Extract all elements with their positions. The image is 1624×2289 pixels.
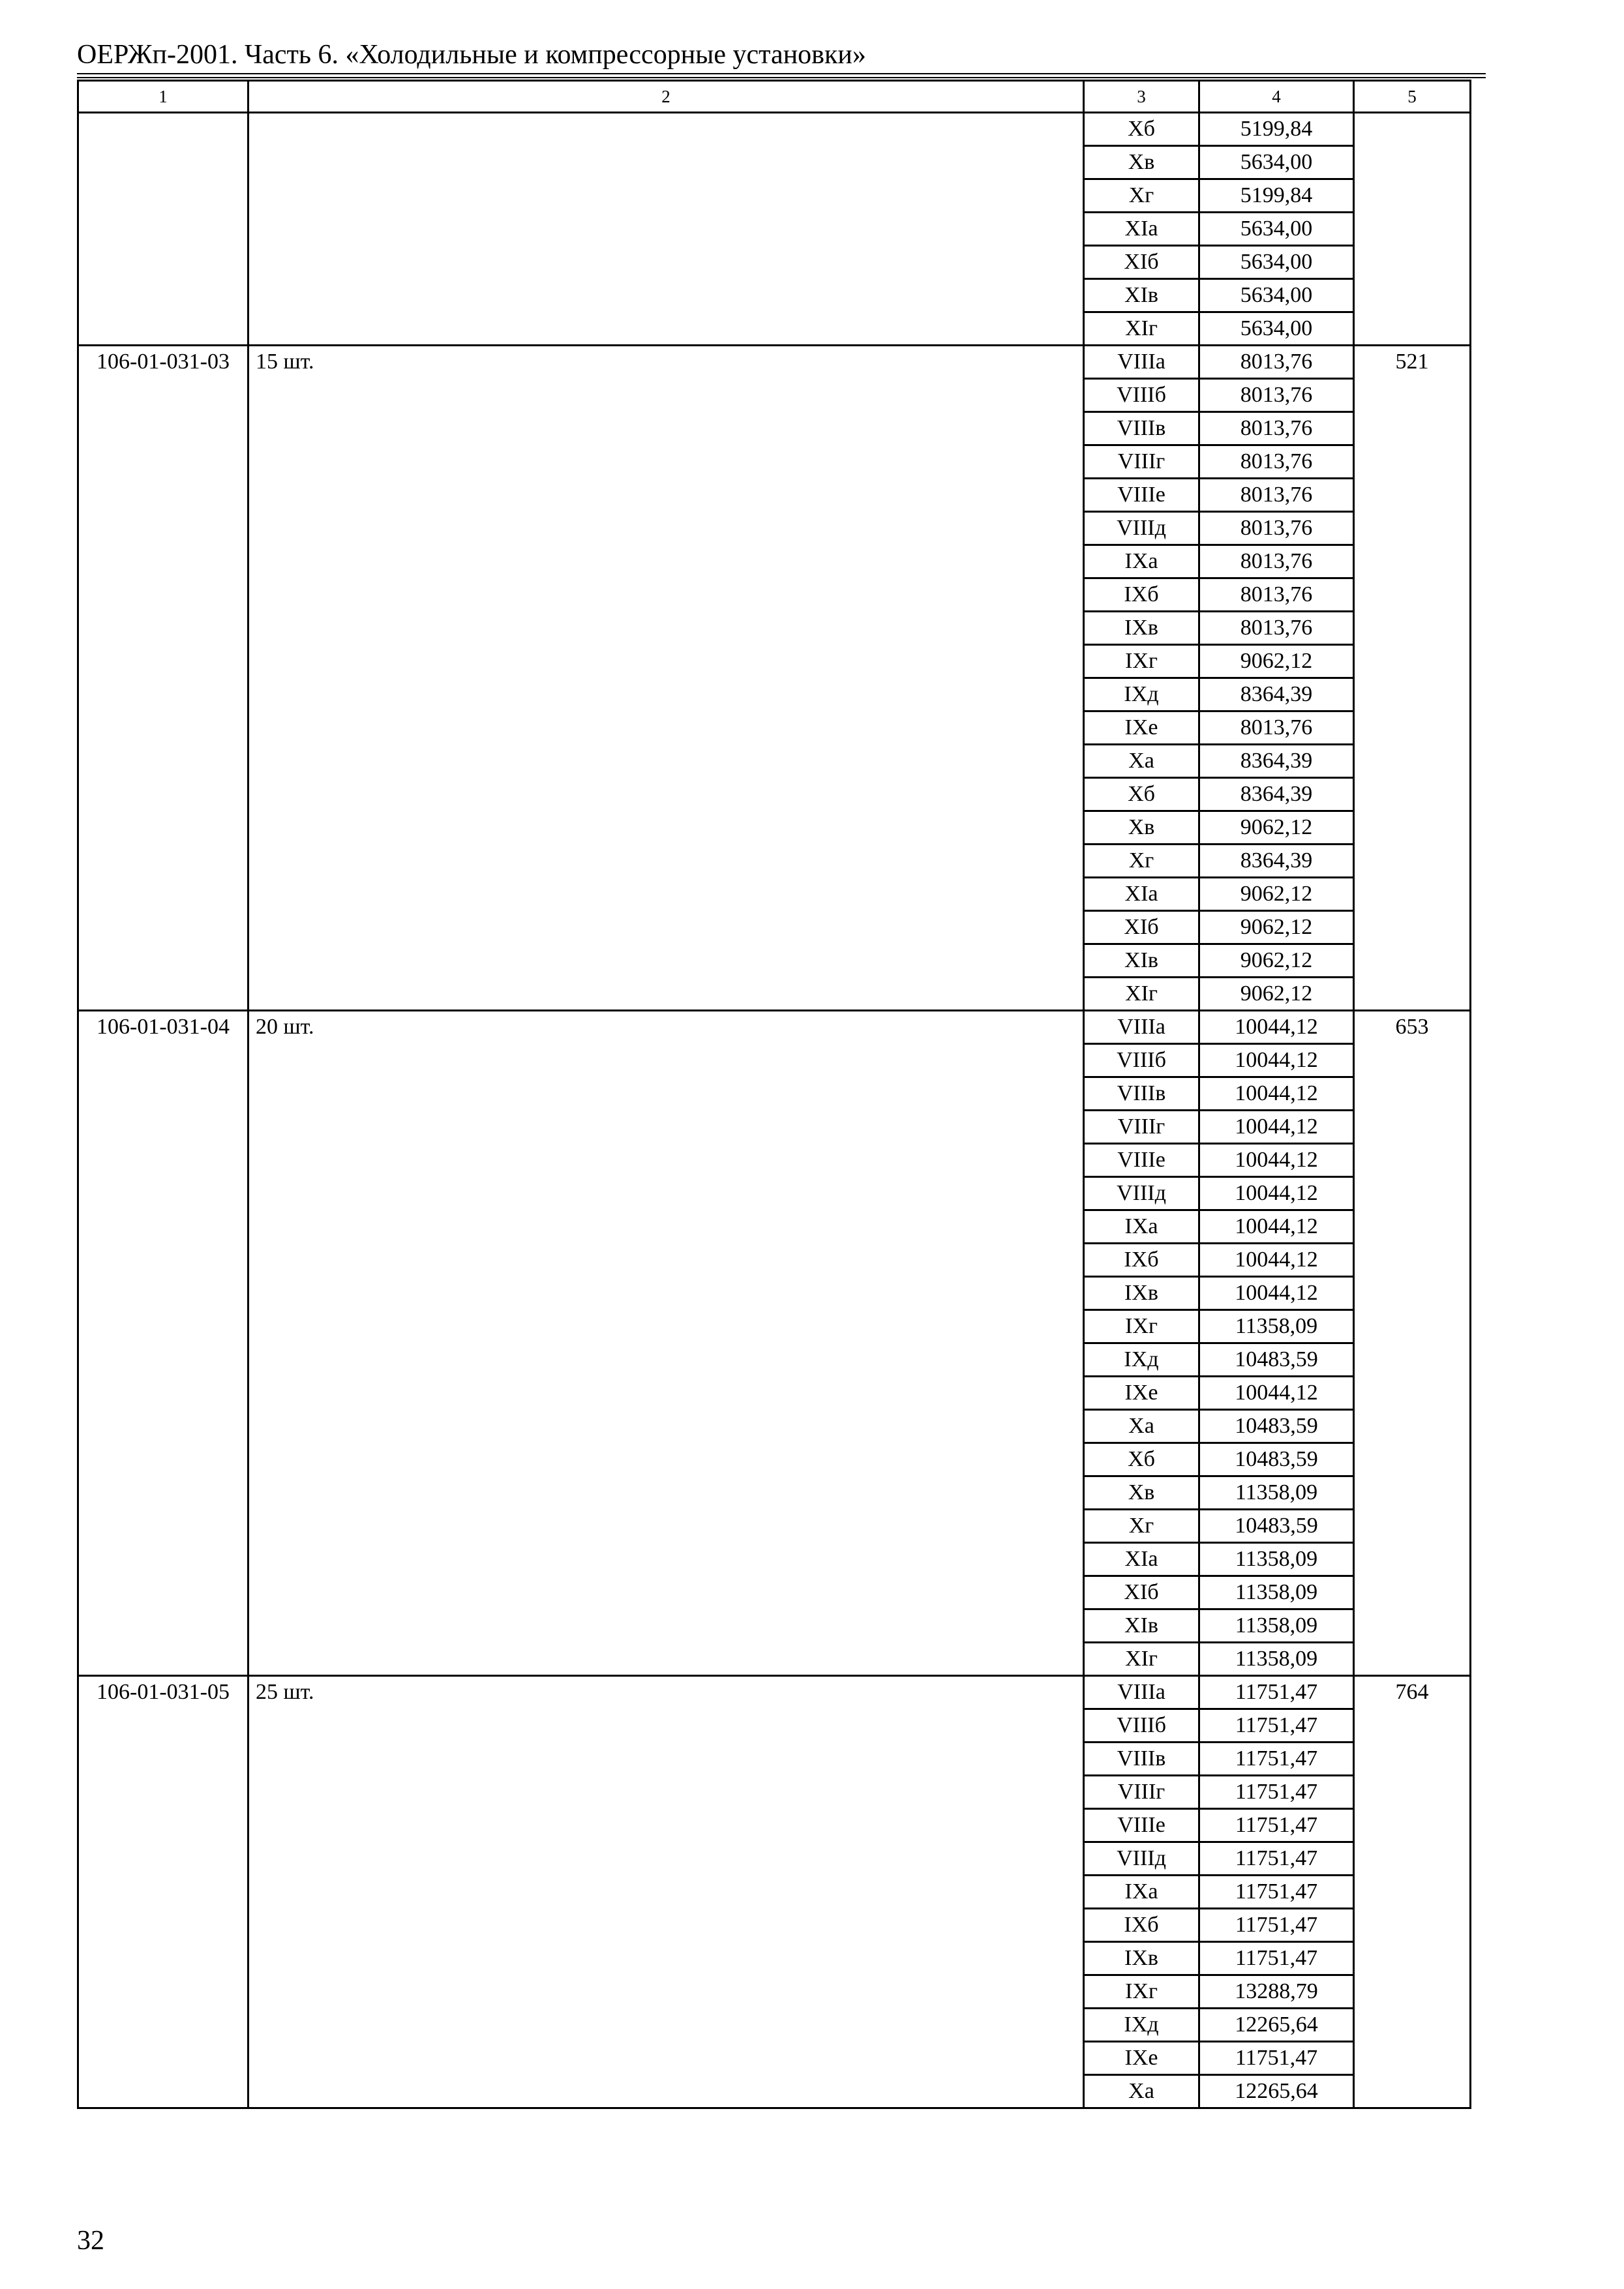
document-title: ОЕРЖп-2001. Часть 6. «Холодильные и компрессорные установки»	[77, 40, 866, 70]
zone-cell: XIб	[1084, 246, 1199, 279]
rate-description-cell: 15 шт.	[248, 346, 1084, 1011]
price-cell: 11751,47	[1199, 1876, 1354, 1909]
zone-cell: IXе	[1084, 2042, 1199, 2075]
column-number: 3	[1084, 81, 1199, 113]
price-cell: 11358,09	[1199, 1476, 1354, 1510]
price-cell: 9062,12	[1199, 944, 1354, 978]
rate-code-cell: 106-01-031-05	[78, 1676, 248, 2108]
zone-cell: IXа	[1084, 545, 1199, 578]
price-cell: 5634,00	[1199, 279, 1354, 312]
price-cell: 10044,12	[1199, 1210, 1354, 1244]
column-number: 1	[78, 81, 248, 113]
zone-cell: XIг	[1084, 1643, 1199, 1676]
zone-cell: VIIIа	[1084, 1676, 1199, 1709]
total-cell: 653	[1354, 1011, 1471, 1676]
zone-cell: Xв	[1084, 1476, 1199, 1510]
page-header	[77, 38, 1486, 78]
price-cell: 9062,12	[1199, 645, 1354, 678]
price-cell: 5634,00	[1199, 312, 1354, 346]
zone-cell: XIг	[1084, 312, 1199, 346]
price-cell: 10483,59	[1199, 1343, 1354, 1377]
zone-cell: XIв	[1084, 944, 1199, 978]
table-row	[78, 346, 1471, 379]
column-number: 5	[1354, 81, 1471, 113]
zone-cell: VIIIе	[1084, 1144, 1199, 1177]
zone-cell: VIIIб	[1084, 1044, 1199, 1077]
zone-cell: XIв	[1084, 279, 1199, 312]
price-cell: 8013,76	[1199, 578, 1354, 612]
zone-cell: VIIIб	[1084, 1709, 1199, 1743]
price-cell: 10483,59	[1199, 1410, 1354, 1443]
zone-cell: VIIIв	[1084, 1743, 1199, 1776]
price-cell: 12265,64	[1199, 2009, 1354, 2042]
price-cell: 13288,79	[1199, 1975, 1354, 2009]
rate-description-cell	[248, 113, 1084, 346]
zone-cell: IXг	[1084, 1975, 1199, 2009]
price-cell: 8364,39	[1199, 845, 1354, 878]
header-rule	[77, 73, 1486, 74]
zone-cell: VIIIв	[1084, 1077, 1199, 1111]
price-cell: 9062,12	[1199, 811, 1354, 845]
zone-cell: IXб	[1084, 1244, 1199, 1277]
zone-cell: IXд	[1084, 678, 1199, 711]
total-cell	[1354, 113, 1471, 346]
price-cell: 11751,47	[1199, 1909, 1354, 1942]
price-cell: 8013,76	[1199, 346, 1354, 379]
zone-cell: IXг	[1084, 1310, 1199, 1343]
rate-description-cell: 25 шт.	[248, 1676, 1084, 2108]
price-cell: 11751,47	[1199, 1743, 1354, 1776]
price-cell: 8013,76	[1199, 412, 1354, 445]
rate-code-cell: 106-01-031-03	[78, 346, 248, 1011]
price-cell: 10044,12	[1199, 1144, 1354, 1177]
price-cell: 8013,76	[1199, 711, 1354, 745]
price-cell: 5634,00	[1199, 213, 1354, 246]
price-cell: 10044,12	[1199, 1177, 1354, 1210]
price-cell: 10044,12	[1199, 1377, 1354, 1410]
zone-cell: IXб	[1084, 1909, 1199, 1942]
zone-cell: VIIIг	[1084, 1111, 1199, 1144]
column-number: 4	[1199, 81, 1354, 113]
price-cell: 10044,12	[1199, 1011, 1354, 1044]
total-cell: 764	[1354, 1676, 1471, 2108]
price-cell: 9062,12	[1199, 978, 1354, 1011]
total-cell: 521	[1354, 346, 1471, 1011]
zone-cell: VIIIе	[1084, 1809, 1199, 1842]
table-row	[78, 113, 1471, 146]
price-cell: 8013,76	[1199, 379, 1354, 412]
zone-cell: Xг	[1084, 1510, 1199, 1543]
zone-cell: Xб	[1084, 778, 1199, 811]
zone-cell: XIб	[1084, 1576, 1199, 1609]
price-cell: 8013,76	[1199, 545, 1354, 578]
zone-cell: IXд	[1084, 2009, 1199, 2042]
price-cell: 11751,47	[1199, 1809, 1354, 1842]
price-cell: 11751,47	[1199, 1709, 1354, 1743]
header-rule-double	[77, 77, 1486, 78]
column-number-row	[78, 81, 1471, 113]
price-cell: 10044,12	[1199, 1077, 1354, 1111]
zone-cell: IXа	[1084, 1876, 1199, 1909]
zone-cell: IXе	[1084, 711, 1199, 745]
zone-cell: XIв	[1084, 1609, 1199, 1643]
price-cell: 11751,47	[1199, 1676, 1354, 1709]
rate-description-cell: 20 шт.	[248, 1011, 1084, 1676]
zone-cell: VIIIа	[1084, 1011, 1199, 1044]
zone-cell: Xв	[1084, 146, 1199, 179]
price-cell: 8364,39	[1199, 678, 1354, 711]
rate-code-cell: 106-01-031-04	[78, 1011, 248, 1676]
zone-cell: Xг	[1084, 179, 1199, 213]
zone-cell: XIб	[1084, 911, 1199, 944]
table-row	[78, 1011, 1471, 1044]
column-number: 2	[248, 81, 1084, 113]
zone-cell: IXг	[1084, 645, 1199, 678]
price-cell: 11751,47	[1199, 1942, 1354, 1975]
price-cell: 11358,09	[1199, 1643, 1354, 1676]
zone-cell: XIа	[1084, 213, 1199, 246]
zone-cell: VIIIг	[1084, 1776, 1199, 1809]
zone-cell: XIа	[1084, 878, 1199, 911]
price-cell: 12265,64	[1199, 2075, 1354, 2108]
price-cell: 8013,76	[1199, 512, 1354, 545]
zone-cell: Xа	[1084, 1410, 1199, 1443]
price-cell: 5634,00	[1199, 246, 1354, 279]
price-cell: 11751,47	[1199, 2042, 1354, 2075]
zone-cell: Xа	[1084, 2075, 1199, 2108]
price-cell: 9062,12	[1199, 878, 1354, 911]
zone-cell: IXв	[1084, 612, 1199, 645]
price-cell: 10044,12	[1199, 1277, 1354, 1310]
price-cell: 10044,12	[1199, 1111, 1354, 1144]
price-cell: 8364,39	[1199, 745, 1354, 778]
zone-cell: Xб	[1084, 113, 1199, 146]
zone-cell: IXд	[1084, 1343, 1199, 1377]
zone-cell: IXб	[1084, 578, 1199, 612]
zone-cell: Xг	[1084, 845, 1199, 878]
zone-cell: IXв	[1084, 1942, 1199, 1975]
zone-cell: Xв	[1084, 811, 1199, 845]
price-cell: 8013,76	[1199, 479, 1354, 512]
price-cell: 10044,12	[1199, 1244, 1354, 1277]
zone-cell: Xб	[1084, 1443, 1199, 1476]
price-cell: 8013,76	[1199, 445, 1354, 479]
zone-cell: VIIIг	[1084, 445, 1199, 479]
price-cell: 11358,09	[1199, 1576, 1354, 1609]
price-cell: 11751,47	[1199, 1776, 1354, 1809]
zone-cell: IXа	[1084, 1210, 1199, 1244]
zone-cell: XIг	[1084, 978, 1199, 1011]
zone-cell: IXв	[1084, 1277, 1199, 1310]
price-cell: 5634,00	[1199, 146, 1354, 179]
zone-cell: VIIIд	[1084, 1842, 1199, 1876]
price-cell: 10044,12	[1199, 1044, 1354, 1077]
zone-cell: VIIIд	[1084, 512, 1199, 545]
price-cell: 8013,76	[1199, 612, 1354, 645]
zone-cell: VIIIв	[1084, 412, 1199, 445]
price-cell: 11358,09	[1199, 1609, 1354, 1643]
price-cell: 11358,09	[1199, 1543, 1354, 1576]
page-number: 32	[77, 2226, 104, 2256]
zone-cell: Xа	[1084, 745, 1199, 778]
price-cell: 11358,09	[1199, 1310, 1354, 1343]
table-body	[78, 113, 1471, 2108]
rates-table	[77, 80, 1471, 2109]
zone-cell: VIIIе	[1084, 479, 1199, 512]
table-row	[78, 1676, 1471, 1709]
price-cell: 8364,39	[1199, 778, 1354, 811]
zone-cell: VIIIа	[1084, 346, 1199, 379]
price-cell: 11751,47	[1199, 1842, 1354, 1876]
zone-cell: VIIIб	[1084, 379, 1199, 412]
price-cell: 5199,84	[1199, 179, 1354, 213]
price-cell: 9062,12	[1199, 911, 1354, 944]
zone-cell: IXе	[1084, 1377, 1199, 1410]
price-cell: 10483,59	[1199, 1510, 1354, 1543]
price-cell: 10483,59	[1199, 1443, 1354, 1476]
zone-cell: VIIIд	[1084, 1177, 1199, 1210]
rate-code-cell	[78, 113, 248, 346]
zone-cell: XIа	[1084, 1543, 1199, 1576]
price-cell: 5199,84	[1199, 113, 1354, 146]
